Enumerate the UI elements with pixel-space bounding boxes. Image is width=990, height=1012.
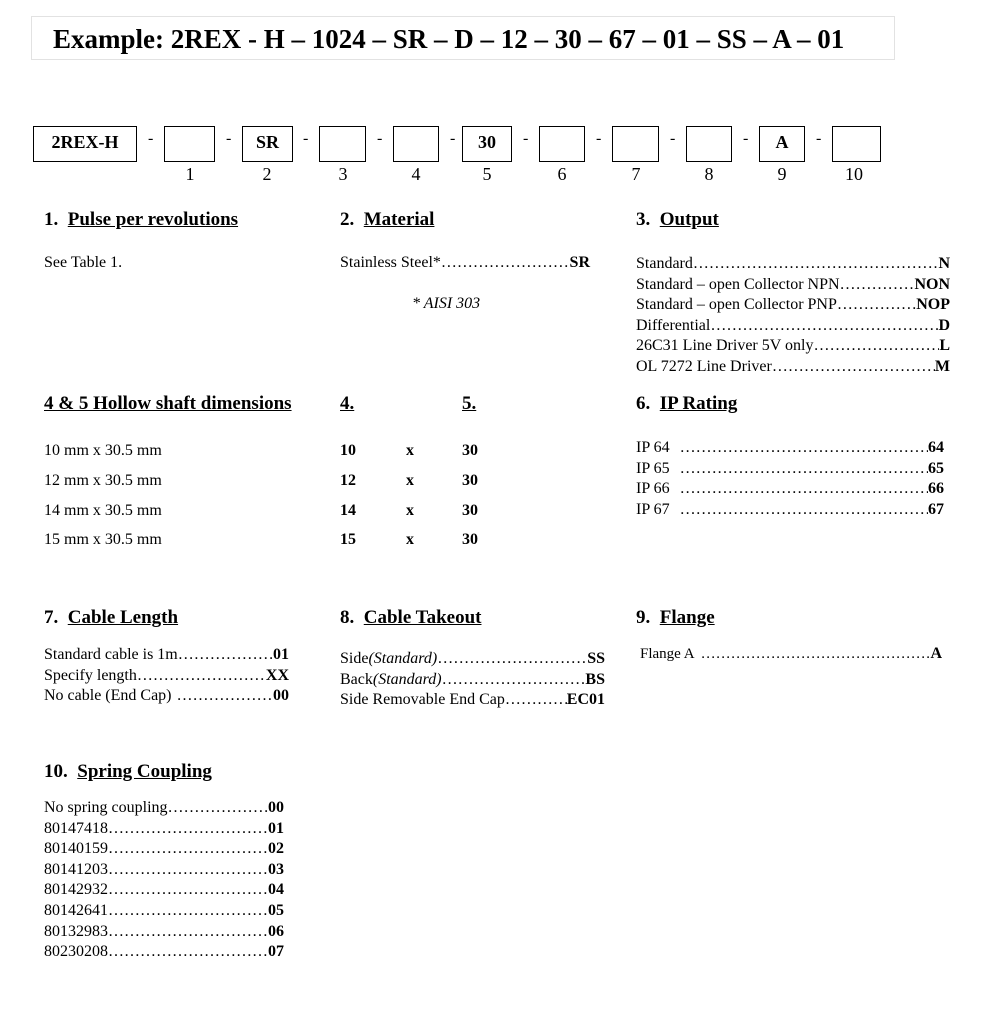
code-box-model: 2REX-H xyxy=(33,126,137,162)
position-number: 8 xyxy=(704,164,714,184)
option-label: Differential xyxy=(636,316,711,334)
spring-coupling-option xyxy=(44,819,284,840)
option-label: No spring coupling xyxy=(44,799,168,816)
output-option xyxy=(636,295,950,316)
option-code: D xyxy=(938,316,950,334)
option-label: 80142641 xyxy=(44,901,108,919)
section-45-heading xyxy=(44,393,292,415)
times-sign: x xyxy=(406,531,414,548)
spring-coupling-option xyxy=(44,922,284,943)
code-box-6 xyxy=(539,126,585,162)
shaft-dimension: 15 mm x 30.5 mm xyxy=(44,531,162,548)
output-option xyxy=(636,357,950,378)
output-option xyxy=(636,336,950,357)
material-note: * AISI 303 xyxy=(412,295,481,312)
section-1-text: See Table 1. xyxy=(44,254,123,271)
ip-option xyxy=(636,438,944,459)
option-label: IP 66 xyxy=(636,480,670,498)
code-separator: - xyxy=(523,130,529,147)
column-number: 5. xyxy=(462,393,477,414)
option-label: Flange A xyxy=(640,646,695,662)
position-number: 6 xyxy=(557,164,567,184)
ip-options xyxy=(636,438,944,520)
section-title: Pulse per revolutions xyxy=(67,209,239,230)
column-number: 4. xyxy=(340,393,355,414)
shaft-code-4: 15 xyxy=(340,531,356,548)
column-4-heading xyxy=(340,393,354,415)
section-3-heading xyxy=(636,209,719,231)
option-label: 26C31 Line Driver 5V only xyxy=(636,337,814,355)
output-options xyxy=(636,254,950,378)
option-label: Specify length xyxy=(44,666,137,684)
option-label: Stainless Steel* xyxy=(340,254,441,271)
code-box-9: A xyxy=(759,126,805,162)
section-title: 4 & 5 Hollow shaft dimensions xyxy=(44,393,292,414)
option-qualifier: (Standard) xyxy=(372,670,442,688)
option-code: 07 xyxy=(268,943,284,961)
position-number: 7 xyxy=(631,164,641,184)
option-code: 01 xyxy=(268,819,284,837)
page-title: Example: 2REX - H – 1024 – SR – D – 12 – 30 – 67 – 01 – SS – A – 01 xyxy=(53,24,845,54)
section-number: 9. xyxy=(636,607,651,628)
section-number: 10. xyxy=(44,761,68,782)
section-8-heading xyxy=(340,607,481,629)
option-label: IP 67 xyxy=(636,500,670,518)
code-box-4 xyxy=(393,126,439,162)
cable-length-option xyxy=(44,666,289,687)
option-code: SS xyxy=(587,650,605,667)
position-number: 3 xyxy=(338,164,348,184)
option-code: 67 xyxy=(928,500,944,518)
section-10-heading xyxy=(44,761,212,783)
option-label: Side Removable End Cap xyxy=(340,691,505,709)
code-separator: - xyxy=(226,130,232,147)
output-option xyxy=(636,316,950,337)
shaft-code-4: 14 xyxy=(340,502,356,519)
section-number: 8. xyxy=(340,607,355,628)
option-code: 66 xyxy=(928,480,944,498)
code-separator: - xyxy=(743,130,749,147)
position-number: 9 xyxy=(777,164,787,184)
section-number: 1. xyxy=(44,209,59,230)
shaft-code-5: 30 xyxy=(462,502,478,519)
shaft-code-5: 30 xyxy=(462,472,478,489)
section-title: IP Rating xyxy=(659,393,738,414)
option-label: 80132983 xyxy=(44,922,108,940)
column-5-heading xyxy=(462,393,476,415)
option-label: 80147418 xyxy=(44,819,108,837)
material-option xyxy=(340,254,590,272)
section-1-heading xyxy=(44,209,238,231)
position-number: 2 xyxy=(262,164,272,184)
option-code: 64 xyxy=(928,439,944,456)
shaft-dimension: 10 mm x 30.5 mm xyxy=(44,442,162,459)
output-option xyxy=(636,275,950,296)
code-separator: - xyxy=(670,130,676,147)
option-code: N xyxy=(938,255,950,272)
ip-option xyxy=(636,500,944,521)
section-title: Cable Length xyxy=(67,607,179,628)
cable-length-option xyxy=(44,645,289,666)
cable-takeout-options xyxy=(340,649,605,711)
ip-option xyxy=(636,459,944,480)
option-code: NOP xyxy=(916,296,950,314)
option-code: 06 xyxy=(268,922,284,940)
option-code: 01 xyxy=(273,646,289,663)
cable-takeout-option xyxy=(340,670,605,691)
option-label: 80141203 xyxy=(44,860,108,878)
code-box-3 xyxy=(319,126,366,162)
position-number: 1 xyxy=(185,164,195,184)
times-sign: x xyxy=(406,472,414,489)
flange-option xyxy=(640,645,942,663)
shaft-dimension: 12 mm x 30.5 mm xyxy=(44,472,162,489)
option-label: IP 64 xyxy=(636,439,670,456)
section-2-heading xyxy=(340,209,434,231)
position-number: 4 xyxy=(411,164,421,184)
option-code: SR xyxy=(569,254,590,271)
option-code: 02 xyxy=(268,840,284,858)
shaft-dimension: 14 mm x 30.5 mm xyxy=(44,502,162,519)
section-title: Output xyxy=(659,209,719,230)
cable-length-options xyxy=(44,645,289,707)
option-label: Standard – open Collector NPN xyxy=(636,275,840,293)
section-7-heading xyxy=(44,607,178,629)
option-label: Standard xyxy=(636,255,693,272)
code-separator: - xyxy=(596,130,602,147)
option-code: A xyxy=(930,645,942,662)
position-number: 10 xyxy=(845,164,863,184)
section-title: Cable Takeout xyxy=(363,607,482,628)
code-box-5: 30 xyxy=(462,126,512,162)
option-code: 04 xyxy=(268,881,284,899)
option-code: XX xyxy=(265,666,289,684)
ip-option xyxy=(636,479,944,500)
shaft-code-5: 30 xyxy=(462,531,478,548)
shaft-code-4: 12 xyxy=(340,472,356,489)
code-box-7 xyxy=(612,126,659,162)
section-title: Spring Coupling xyxy=(77,761,212,782)
option-label: Standard cable is 1m xyxy=(44,646,178,663)
option-code: 00 xyxy=(273,687,289,705)
option-code: 00 xyxy=(268,799,284,816)
output-option xyxy=(636,254,950,275)
shaft-code-5: 30 xyxy=(462,442,478,459)
spring-coupling-option xyxy=(44,901,284,922)
spring-coupling-option xyxy=(44,798,284,819)
cable-takeout-option xyxy=(340,690,605,711)
option-code: L xyxy=(939,337,950,355)
option-label: 80230208 xyxy=(44,943,108,961)
code-separator: - xyxy=(816,130,822,147)
option-code: 03 xyxy=(268,860,284,878)
code-separator: - xyxy=(450,130,456,147)
option-code: 65 xyxy=(928,459,944,477)
option-code: 05 xyxy=(268,901,284,919)
option-code: NON xyxy=(914,275,950,293)
option-label: 80142932 xyxy=(44,881,108,899)
code-box-2: SR xyxy=(242,126,293,162)
code-separator: - xyxy=(303,130,309,147)
code-box-1 xyxy=(164,126,215,162)
option-qualifier: (Standard) xyxy=(368,650,438,667)
section-9-heading xyxy=(636,607,715,629)
option-label: 80140159 xyxy=(44,840,108,858)
option-label: IP 65 xyxy=(636,459,670,477)
section-title: Material xyxy=(363,209,435,230)
option-code: BS xyxy=(585,670,605,688)
cable-takeout-option xyxy=(340,649,605,670)
code-separator: - xyxy=(377,130,383,147)
option-label: Back xyxy=(340,670,373,688)
option-label: OL 7272 Line Driver xyxy=(636,357,772,375)
section-number: 3. xyxy=(636,209,651,230)
times-sign: x xyxy=(406,502,414,519)
cable-length-option xyxy=(44,686,289,707)
spring-coupling-option xyxy=(44,860,284,881)
section-6-heading xyxy=(636,393,737,415)
times-sign: x xyxy=(406,442,414,459)
position-number: 5 xyxy=(482,164,492,184)
option-code: M xyxy=(934,357,950,375)
code-box-10 xyxy=(832,126,881,162)
option-code: EC01 xyxy=(566,691,605,709)
option-label: Side xyxy=(340,650,369,667)
section-title: Flange xyxy=(659,607,715,628)
section-number: 2. xyxy=(340,209,355,230)
spring-coupling-options xyxy=(44,798,284,963)
shaft-code-4: 10 xyxy=(340,442,356,459)
option-label: No cable (End Cap) xyxy=(44,687,172,705)
spring-coupling-option xyxy=(44,880,284,901)
code-separator: - xyxy=(148,130,154,147)
code-box-8 xyxy=(686,126,732,162)
option-label: Standard – open Collector PNP xyxy=(636,296,837,314)
spring-coupling-option xyxy=(44,942,284,963)
section-number: 6. xyxy=(636,393,651,414)
spring-coupling-option xyxy=(44,839,284,860)
section-number: 7. xyxy=(44,607,59,628)
